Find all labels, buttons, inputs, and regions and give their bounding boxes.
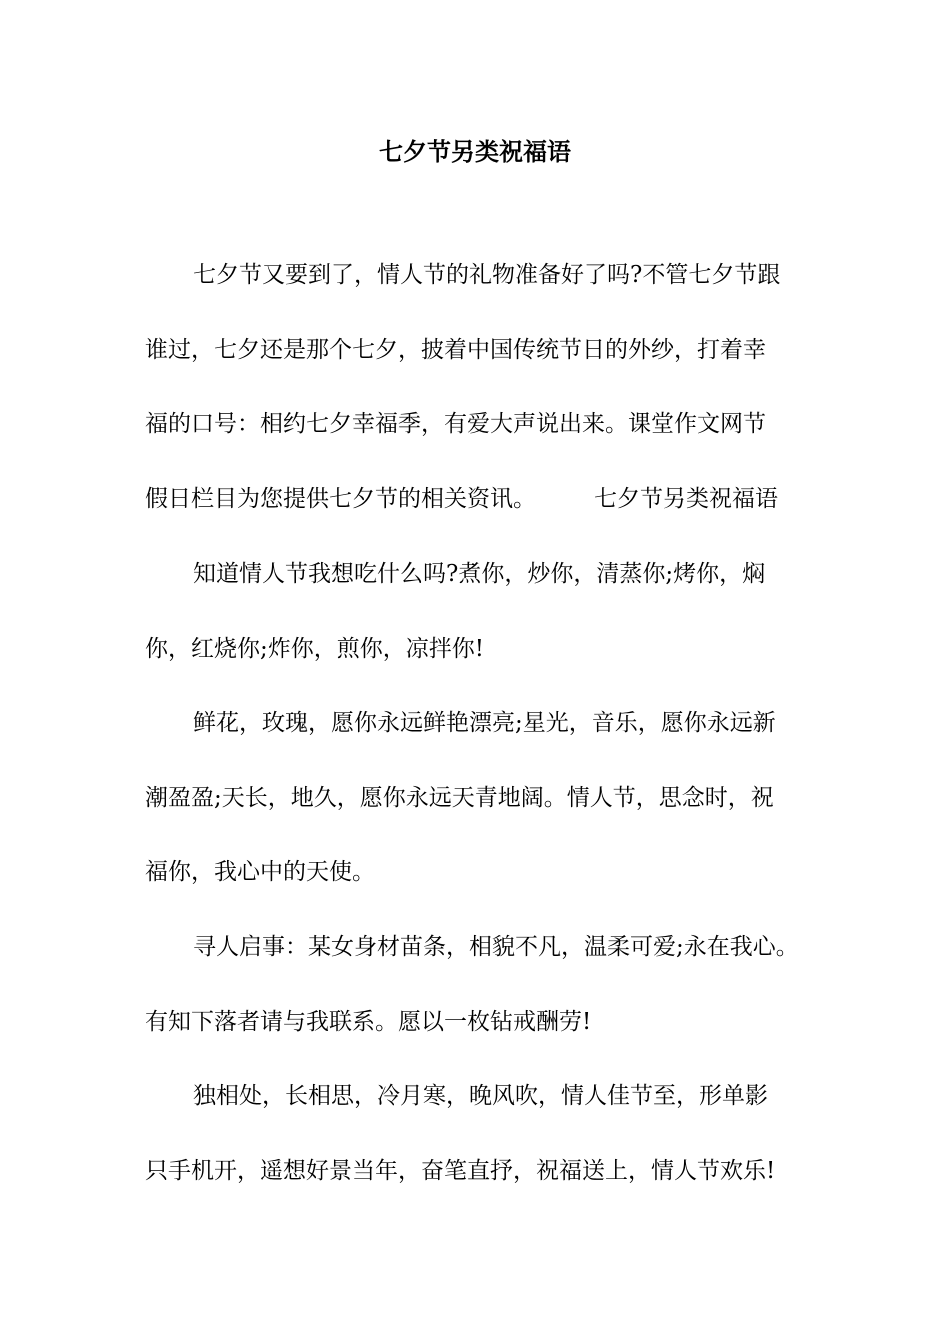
paragraph-4-line-1: 寻人启事：某女身材苗条，相貌不凡，温柔可爱;永在我心。: [193, 934, 799, 960]
inline-subtitle: 七夕节另类祝福语: [594, 486, 778, 512]
paragraph-1-line-4: [145, 479, 825, 519]
paragraph-3-line-2: 潮盈盈;天长，地久，愿你永远天青地阔。情人节，思念时，祝: [145, 785, 774, 811]
paragraph-1-line-3: 福的口号：相约七夕幸福季，有爱大声说出来。课堂作文网节: [145, 411, 766, 437]
paragraph-1-line-1: 七夕节又要到了，情人节的礼物准备好了吗?不管七夕节跟: [193, 262, 781, 288]
paragraph-2-line-1: 知道情人节我想吃什么吗?煮你，炒你，清蒸你;烤你，焖: [193, 561, 766, 587]
paragraph-3-line-3: 福你，我心中的天使。: [145, 859, 375, 885]
paragraph-1-tail-text: 假日栏目为您提供七夕节的相关资讯。: [145, 486, 536, 512]
paragraph-3-line-1: 鲜花，玫瑰，愿你永远鲜艳漂亮;星光，音乐，愿你永远新: [193, 710, 776, 736]
paragraph-5-line-1: 独相处，长相思，冷月寒，晚风吹，情人佳节至，形单影: [193, 1083, 768, 1109]
document-title: 七夕节另类祝福语: [379, 137, 571, 166]
paragraph-1-line-2: 谁过，七夕还是那个七夕，披着中国传统节日的外纱，打着幸: [145, 337, 766, 363]
paragraph-4-line-2: 有知下落者请与我联系。愿以一枚钻戒酬劳!: [145, 1009, 592, 1035]
paragraph-2-line-2: 你，红烧你;炸你，煎你，凉拌你!: [145, 636, 484, 662]
paragraph-5-line-2: 只手机开，遥想好景当年，奋笔直抒，祝福送上，情人节欢乐!: [145, 1158, 776, 1184]
